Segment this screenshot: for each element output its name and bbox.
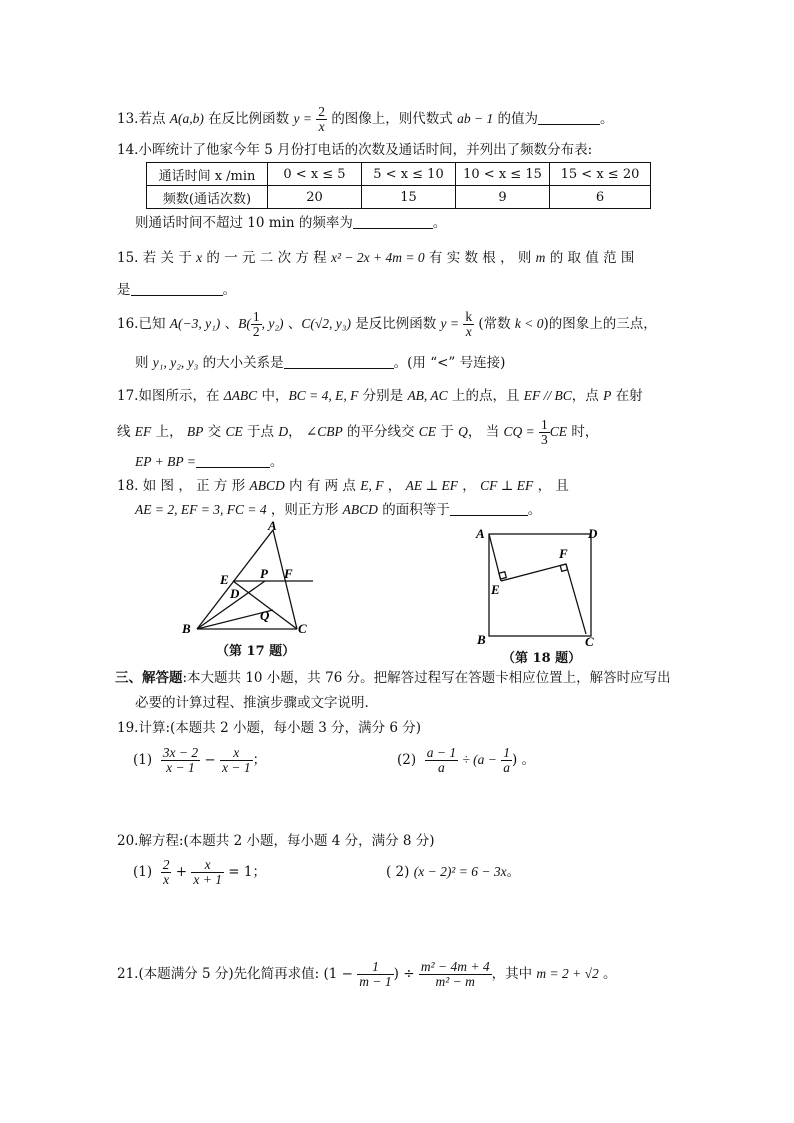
question-20-intro: 20.解方程:(本题共 2 小题，每小题 4 分，满分 8 分) (117, 833, 435, 849)
label-b: B (477, 632, 486, 647)
question-19-part2: (2) $\frac{a - 1}{a}$ ÷ (a − $\frac{1}{a}$ ) 。 (397, 745, 536, 775)
question-19-intro: 19.计算:(本题共 2 小题，每小题 3 分，满分 6 分) (117, 720, 422, 736)
label-c: C (585, 634, 594, 649)
label-d: D (588, 526, 598, 541)
label-q: Q (260, 608, 270, 623)
label-a: A (476, 526, 485, 541)
answer-blank[interactable] (131, 281, 223, 296)
fraction: $\frac{\text{m² − 4m + 4}}{\text{m² − m}}$ (420, 959, 490, 989)
fraction: $\frac{x}{x - 1}$ (221, 745, 251, 775)
label-e: E (491, 582, 500, 597)
label-c: C (298, 621, 307, 636)
label-p: P (260, 566, 268, 581)
answer-blank[interactable] (353, 214, 433, 229)
table-cell: 20 (268, 186, 362, 209)
label-f: F (284, 566, 293, 581)
figure-18 (474, 526, 604, 649)
table-header: 5 < x ≤ 10 (362, 163, 456, 186)
segment-fc (566, 564, 586, 634)
figure-17-caption: （第 17 题） (216, 644, 296, 659)
table-row (147, 186, 651, 209)
question-17-line2: 线 EF 上， BP 交 CE 于点 D， ∠CBP 的平分线交 CE 于 Q， 当 CQ = $\frac{1}{3}$ CE 时， (117, 417, 599, 447)
label-f: F (559, 546, 568, 561)
fraction: $\frac{a - 1}{a}$ (426, 745, 457, 775)
question-13: 13.若点 A(a,b) 在反比例函数 y = $\frac{2}{x}$ 的图像上，则代数式 ab − 1 的值为 。 (117, 104, 614, 134)
question-14-intro: 14.小晖统计了他家今年 5 月份打电话的次数及通话时间，并列出了频数分布表: (117, 142, 593, 158)
fraction: $\frac{1}{2}$ (252, 309, 260, 339)
table-header: 10 < x ≤ 15 (456, 163, 550, 186)
answer-blank[interactable] (284, 354, 394, 369)
fraction: $\frac{1}{a}$ (503, 745, 510, 775)
question-17: 17.如图所示，在 ΔABC 中，BC = 4, E, F 分别是 AB, AC 上的点，且 EF // BC，点 P 在射 (117, 388, 643, 404)
fraction: $\frac{3x - 2}{x - 1}$ (162, 745, 199, 775)
question-21: 21.(本题满分 5 分)先化简再求值: (1 − $\frac{1}{m - 1}$ ) ÷ $\frac{\text{m² − 4m + 4}}{\text{m² − m}}$ ，其中 m = 2 + √2 。 (117, 959, 617, 989)
question-18: 18. 如 图 ， 正 方 形 ABCD 内 有 两 点 E, F ， AE ⊥ EF ， CF ⊥ EF ， 且 (117, 478, 569, 494)
table-cell: 6 (550, 186, 651, 209)
fraction: $\frac{x}{x + 1}$ (193, 857, 222, 887)
answer-blank[interactable] (450, 501, 528, 516)
right-angle-f (560, 564, 567, 571)
question-15: 15. 若 关 于 x 的 一 元 二 次 方 程 x² − 2x + 4m = 0 有 实 数 根 ， 则 m 的 取 值 范 围 (117, 250, 635, 266)
label-a: A (268, 518, 277, 533)
figure-18-caption: （第 18 题） (502, 651, 582, 666)
question-18-line2: AE = 2, EF = 3, FC = 4 ，则正方形 ABCD 的面积等于 。 (135, 502, 542, 518)
label-d: D (230, 586, 240, 601)
frequency-table (146, 162, 651, 209)
question-17-line3: EP + BP = 。 (135, 454, 284, 470)
right-angle-e (499, 572, 506, 579)
section-3-line2: 必要的计算过程、推演步骤或文字说明. (135, 695, 369, 711)
label-b: B (182, 621, 191, 636)
section-3-heading: 三、解答题:本大题共 10 小题，共 76 分。把解答过程写在答题卡相应位置上，解答时应写出 (115, 670, 671, 686)
question-14-ask: 则通话时间不超过 10 min 的频率为 。 (135, 215, 447, 231)
table-row (147, 163, 651, 186)
answer-blank[interactable] (538, 110, 600, 125)
question-19-part1: (1) $\frac{3x - 2}{x - 1}$ − $\frac{x}{x - 1}$ ； (133, 745, 267, 775)
table-header: 0 < x ≤ 5 (268, 163, 362, 186)
table-header: 通话时间 x /min (147, 163, 268, 186)
fraction: $\frac{1}{3}$ (541, 417, 548, 447)
question-20-part2: ( 2) (x − 2)² = 6 − 3x。 (386, 864, 521, 880)
fraction: $\frac{2}{x}$ (162, 857, 170, 887)
question-15-line2: 是 。 (117, 282, 236, 298)
table-cell: 频数(通话次数) (147, 186, 268, 209)
figure-17 (170, 518, 330, 650)
table-header: 15 < x ≤ 20 (550, 163, 651, 186)
fraction: $\frac{k}{x}$ (465, 309, 473, 339)
question-20-part1: (1) $\frac{2}{x}$ + $\frac{x}{x + 1}$ = 1； (133, 857, 266, 887)
question-16: 16.已知 A(−3, y₁) 、B( $\frac{1}{2}$ , y₂) 、C(√2, y₃) 是反比例函数 y = $\frac{k}{x}$ (常数 k < 0)的图象上的三点， (117, 309, 657, 339)
table-cell: 9 (456, 186, 550, 209)
question-16-line2: 则 y₁, y₂, y₃ 的大小关系是 。(用 “<” 号连接) (135, 355, 506, 371)
label-e: E (220, 572, 229, 587)
fraction: $\frac{2}{x}$ (318, 104, 326, 134)
answer-blank[interactable] (196, 453, 270, 468)
fraction: $\frac{1}{m - 1}$ (359, 959, 392, 989)
square-abcd (489, 534, 591, 636)
segment-ef (501, 564, 566, 581)
table-cell: 15 (362, 186, 456, 209)
